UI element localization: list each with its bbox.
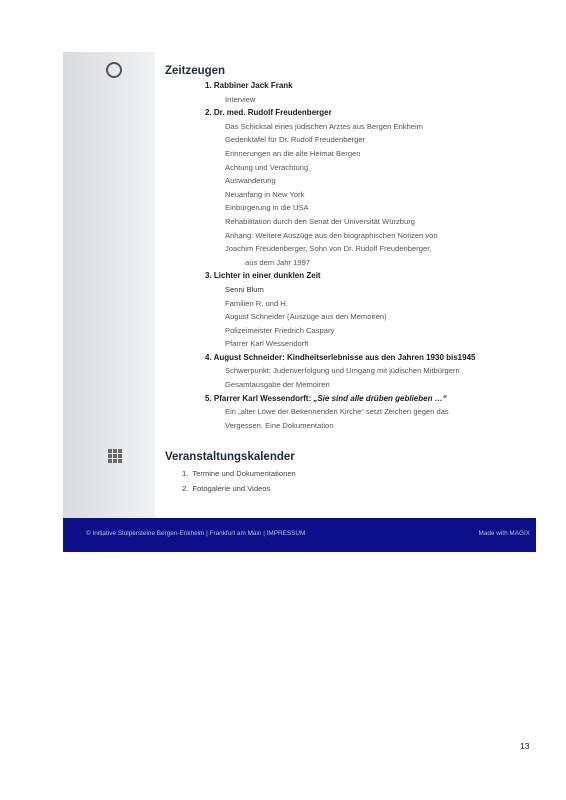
footer-copyright[interactable]: © Initiative Stolpersteine Bergen-Enkheim | Frankfurt am Main | IMPRESSUM: [86, 530, 306, 537]
list-subitem[interactable]: Joachim Freudenberger, Sohn von Dr. Rudolf Freudenberger,: [225, 244, 432, 254]
list-subitem[interactable]: Pfarrer Karl Wessendorft: [225, 339, 309, 349]
list-subitem[interactable]: Einbürgerung in die USA: [225, 203, 309, 213]
list-subitem[interactable]: aus dem Jahr 1997: [245, 257, 311, 267]
list-subitem[interactable]: Schwerpunkt: Judenverfolgung und Umgang mit jüdischen Mitbürgern: [225, 366, 460, 376]
list-subitem[interactable]: Anhang: Weitere Auszüge aus den biographischen Notizen von: [225, 230, 438, 240]
list-subitem[interactable]: Familien R. und H.: [225, 298, 288, 308]
list-subitem[interactable]: Senni Blum: [225, 284, 264, 294]
list-subitem[interactable]: Interview: [225, 94, 256, 104]
list-subitem[interactable]: Neuanfang in New York: [225, 189, 305, 199]
section-title-veranstaltungskalender: Veranstaltungskalender: [165, 451, 295, 463]
list-item[interactable]: 2. Fotogalerie und Videos: [182, 483, 271, 493]
veranstaltungskalender-list: [182, 467, 296, 496]
list-item-heading[interactable]: 4. August Schneider: Kindheitserlebnisse aus den Jahren 1930 bis1945: [205, 352, 476, 362]
list-item-heading[interactable]: 5. Pfarrer Karl Wessendorft: „Sie sind alle drüben geblieben …“: [205, 393, 447, 403]
list-item-heading[interactable]: 1. Rabbiner Jack Frank: [205, 81, 293, 90]
list-subitem[interactable]: Rehabilitation durch den Senat der Universität Würzburg: [225, 216, 415, 226]
list-subitem[interactable]: Gedenktafel für Dr. Rudolf Freudenberger: [225, 135, 366, 145]
circle-icon[interactable]: [106, 62, 122, 78]
list-subitem[interactable]: Erinnerungen an die alte Heimat Bergen: [225, 148, 361, 158]
list-subitem[interactable]: Das Schicksal eines jüdischen Arztes aus Bergen Enkheim: [225, 121, 423, 131]
footer-made-with[interactable]: Made with MAGIX: [478, 530, 530, 537]
list-subitem[interactable]: August Schneider (Auszüge aus den Memoiren): [225, 312, 387, 322]
page-number: 13: [520, 741, 530, 751]
list-subitem[interactable]: Gesamtausgabe der Memoiren: [225, 380, 330, 390]
list-subitem[interactable]: Ein „alter Löwe der Bekennenden Kirche“ setzt Zeichen gegen das: [225, 407, 449, 417]
section-title-zeitzeugen: Zeitzeugen: [165, 65, 226, 77]
list-subitem[interactable]: Vergessen. Eine Dokumentation: [225, 420, 334, 430]
list-item-heading[interactable]: 3. Lichter in einer dunklen Zeit: [205, 271, 321, 281]
zeitzeugen-list: [205, 79, 475, 432]
grid-icon[interactable]: [108, 449, 122, 463]
list-subitem[interactable]: Achtung und Verachtung: [225, 162, 309, 172]
list-item[interactable]: 1. Termine und Dokumentationen: [182, 469, 296, 478]
list-subitem[interactable]: Polizeimeister Friedrich Caspary: [225, 325, 335, 335]
list-item-heading[interactable]: 2. Dr. med. Rudolf Freudenberger: [205, 108, 332, 118]
footer: [63, 518, 536, 552]
list-subitem[interactable]: Auswanderung: [225, 176, 276, 186]
